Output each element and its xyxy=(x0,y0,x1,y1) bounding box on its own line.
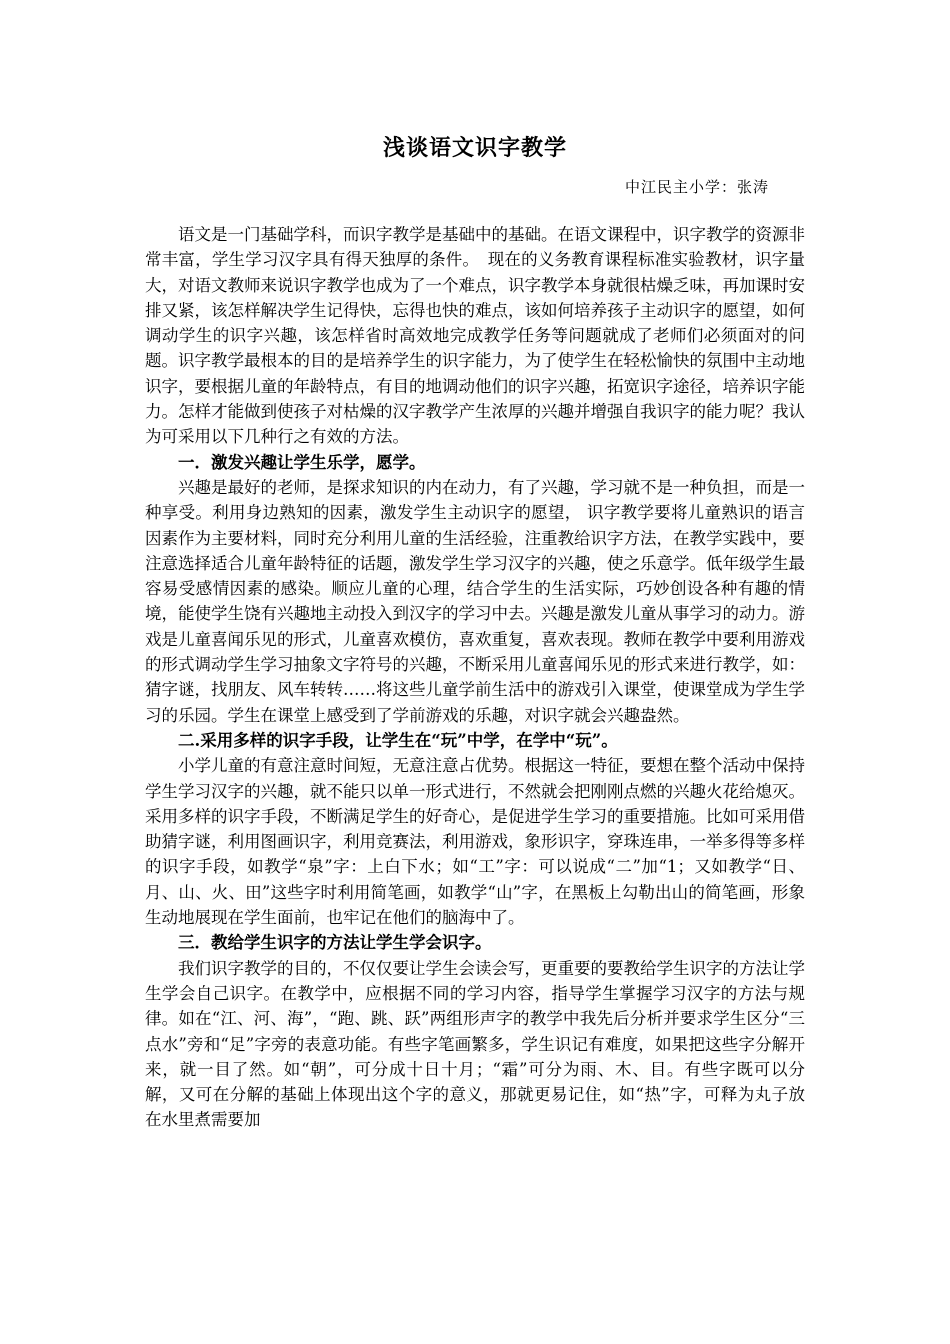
intro-paragraph: 语文是一门基础学科，而识字教学是基础中的基础。在语文课程中，识字教学的资源非常丰富，学生学习汉字具有得天独厚的条件。 现在的义务教育课程标准实验教材，识字量大，对语文教师来说识字教学也成为了一个难点，识字教学本身就很枯燥乏味，再加课时安排又紧，该怎样解决学生记得快，忘得也快的难点，该如何培养孩子主动识字的愿望，如何调动学生的识字兴趣，该怎样省时高效地完成教学任务等问题就成了老师们必须面对的问题。识字教学最根本的目的是培养学生的识字能力，为了使学生在轻松愉快的氛围中主动地识字，要根据儿童的年龄特点，有目的地调动他们的识字兴趣，拓宽识字途径，培养识字能力。怎样才能做到使孩子对枯燥的汉字教学产生浓厚的兴趣并增强自我识字的能力呢？我认为可采用以下几种行之有效的方法。 xyxy=(145,225,805,447)
author-line: 中江民主小学：张涛 xyxy=(624,178,769,196)
section-heading-3: 三．教给学生识字的方法让学生学会识字。 xyxy=(178,933,492,953)
section-paragraph-2: 小学儿童的有意注意时间短，无意注意占优势。根据这一特征，要想在整个活动中保持学生学习汉字的兴趣，就不能只以单一形式进行，不然就会把刚刚点燃的兴趣火花给熄灭。采用多样的识字手段，不断满足学生的好奇心，是促进学生学习的重要措施。比如可采用借助猜字谜，利用图画识字，利用竞赛法，利用游戏，象形识字，穿珠连串，一举多得等多样的识字手段，如教学“泉”字：上白下水；如“工”字：可以说成“二”加“1；又如教学“日、月、山、火、田”这些字时利用简笔画，如教学“山”字，在黑板上勾勒出山的简笔画，形象生动地展现在学生面前，也牢记在他们的脑海中了。 xyxy=(145,756,805,928)
section-heading-2: 二.采用多样的识字手段，让学生在“玩”中学，在学中“玩”。 xyxy=(178,730,618,750)
document-body xyxy=(145,222,805,1133)
section-heading-1: 一．激发兴趣让学生乐学，愿学。 xyxy=(178,452,426,472)
section-paragraph-3: 我们识字教学的目的，不仅仅要让学生会读会写，更重要的要教给学生识字的方法让学生学会自己识字。在教学中，应根据不同的学习内容，指导学生掌握学习汉字的方法与规律。如在“江、河、海”，“跑、跳、跃”两组形声字的教学中我先后分析并要求学生区分“三点水”旁和“足”字旁的表意功能。有些字笔画繁多，学生识记有难度，如果把这些字分解开来，就一目了然。如“朝”，可分成十日十月；“霜”可分为雨、木、目。有些字既可以分解，又可在分解的基础上体现出这个字的意义，那就更易记住，如“热”字，可释为丸子放在水里煮需要加 xyxy=(145,958,805,1130)
section-paragraph-1: 兴趣是最好的老师，是探求知识的内在动力，有了兴趣，学习就不是一种负担，而是一种享受。利用身边熟知的因素，激发学生主动识字的愿望， 识字教学要将儿童熟识的语言因素作为主要材料，同时充分利用儿童的生活经验，注重教给识字方法，在教学实践中，要注意选择适合儿童年龄特征的话题，激发学生学习汉字的兴趣，使之乐意学。低年级学生最容易受感情因素的感染。顺应儿童的心理，结合学生的生活实际，巧妙创设各种有趣的情境，能使学生饶有兴趣地主动投入到汉字的学习中去。兴趣是激发儿童从事学习的动力。游戏是儿童喜闻乐见的形式，儿童喜欢模仿，喜欢重复，喜欢表现。教师在教学中要利用游戏的形式调动学生学习抽象文字符号的兴趣，不断采用儿童喜闻乐见的形式来进行教学，如：猜字谜，找朋友、风车转转……将这些儿童学前生活中的游戏引入课堂，使课堂成为学生学习的乐园。学生在课堂上感受到了学前游戏的乐趣，对识字就会兴趣盎然。 xyxy=(145,477,805,725)
document-title: 浅谈语文识字教学 xyxy=(382,135,567,161)
